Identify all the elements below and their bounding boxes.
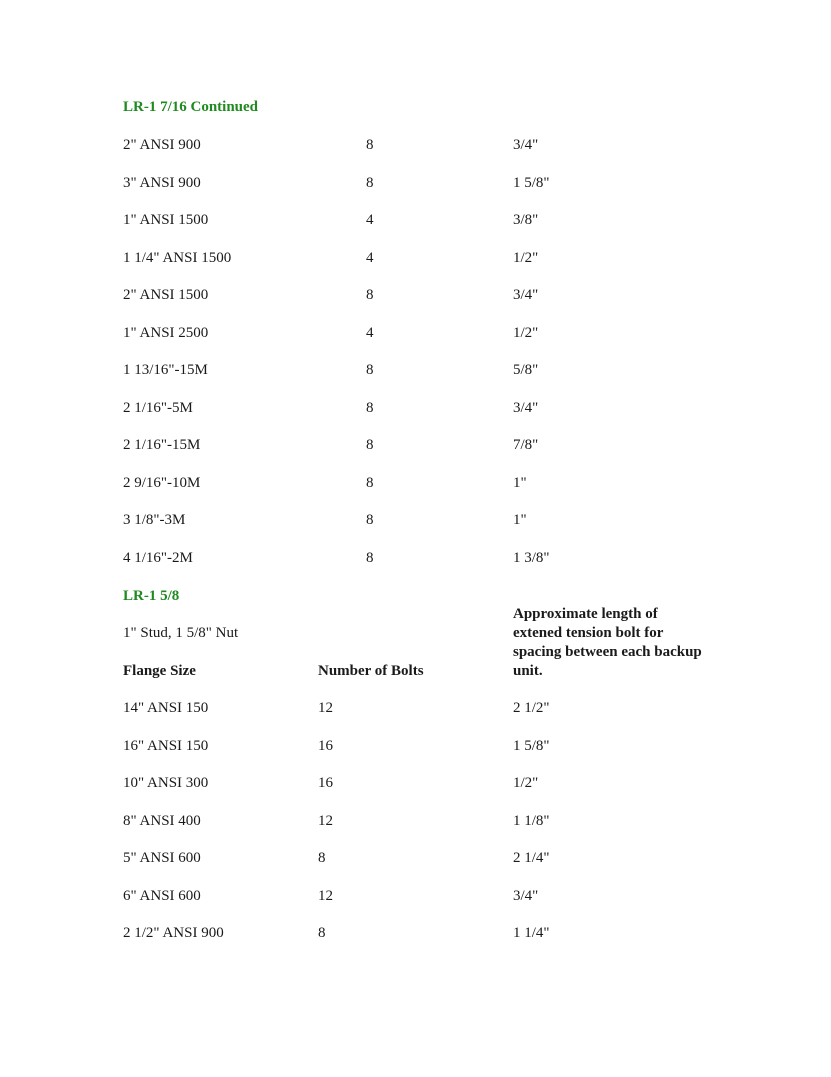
bolt-length-cell: 1 5/8" [513, 174, 550, 191]
bolt-count-cell: 8 [318, 850, 326, 866]
flange-size-cell: 3 1/8"-3M [123, 512, 186, 528]
flange-size-cell: 2" ANSI 900 [123, 137, 201, 153]
section-heading-lr1-7-16: LR-1 7/16 Continued [123, 99, 259, 115]
bolt-length-cell: 2 1/4" [513, 850, 550, 866]
bolt-count-cell: 4 [366, 249, 374, 266]
bolt-length-cell: 1/2" [513, 775, 539, 791]
header-number-of-bolts: Number of Bolts [318, 663, 424, 679]
bolt-count-cell: 16 [318, 775, 333, 791]
flange-size-cell: 2 9/16"-10M [123, 474, 201, 491]
flange-size-cell: 2 1/16"-5M [123, 399, 193, 416]
flange-size-cell: 6" ANSI 600 [123, 887, 201, 904]
header-approx-length: Approximate length of extened tension bolt for spacing between each backup unit. [513, 606, 702, 679]
bolt-length-cell: 1 1/4" [513, 925, 550, 941]
flange-size-cell: 1 13/16"-15M [123, 362, 208, 378]
bolt-count-cell: 8 [366, 287, 374, 303]
flange-size-cell: 1" ANSI 1500 [123, 212, 209, 228]
bolt-length-cell: 1 1/8" [513, 812, 550, 829]
section-subtitle: 1" Stud, 1 5/8" Nut [123, 625, 239, 641]
bolt-count-cell: 8 [318, 925, 326, 941]
bolt-length-cell: 1/2" [513, 324, 539, 341]
flange-size-cell: 5" ANSI 600 [123, 850, 201, 866]
bolt-count-cell: 8 [366, 437, 374, 453]
flange-size-cell: 3" ANSI 900 [123, 174, 201, 191]
bolt-count-cell: 4 [366, 212, 374, 228]
bolt-length-cell: 3/4" [513, 287, 539, 303]
bolt-length-cell: 1" [513, 474, 527, 491]
bolt-count-cell: 8 [366, 399, 374, 416]
flange-size-cell: 2 1/2" ANSI 900 [123, 925, 224, 941]
flange-size-cell: 4 1/16"-2M [123, 549, 193, 566]
flange-size-cell: 2 1/16"-15M [123, 437, 201, 453]
flange-size-cell: 1 1/4" ANSI 1500 [123, 249, 232, 266]
flange-size-cell: 10" ANSI 300 [123, 775, 209, 791]
bolt-length-cell: 5/8" [513, 362, 539, 378]
bolt-length-cell: 3/4" [513, 399, 539, 416]
bolt-length-cell: 2 1/2" [513, 700, 550, 716]
bolt-count-cell: 16 [318, 737, 333, 754]
bolt-length-cell: 1 3/8" [513, 549, 550, 566]
bolt-count-cell: 8 [366, 362, 374, 378]
header-flange-size: Flange Size [123, 663, 196, 679]
bolt-count-cell: 12 [318, 812, 333, 829]
bolt-count-cell: 12 [318, 887, 333, 904]
bolt-count-cell: 8 [366, 174, 374, 191]
bolt-length-cell: 1" [513, 512, 527, 528]
section-heading-lr1-5-8: LR-1 5/8 [123, 588, 180, 604]
bolt-count-cell: 8 [366, 474, 374, 491]
flange-size-cell: 1" ANSI 2500 [123, 324, 209, 341]
flange-size-cell: 8" ANSI 400 [123, 812, 201, 829]
bolt-count-cell: 8 [366, 137, 374, 153]
bolt-length-cell: 1/2" [513, 249, 539, 266]
bolt-count-cell: 8 [366, 512, 374, 528]
bolt-count-cell: 4 [366, 324, 374, 341]
bolt-count-cell: 8 [366, 549, 374, 566]
bolt-length-cell: 3/4" [513, 887, 539, 904]
bolt-length-cell: 1 5/8" [513, 737, 550, 754]
flange-size-cell: 16" ANSI 150 [123, 737, 209, 754]
bolt-length-cell: 3/8" [513, 212, 539, 228]
flange-size-cell: 14" ANSI 150 [123, 700, 209, 716]
bolt-length-cell: 7/8" [513, 437, 539, 453]
bolt-length-cell: 3/4" [513, 137, 539, 153]
bolt-count-cell: 12 [318, 700, 333, 716]
flange-size-cell: 2" ANSI 1500 [123, 287, 209, 303]
